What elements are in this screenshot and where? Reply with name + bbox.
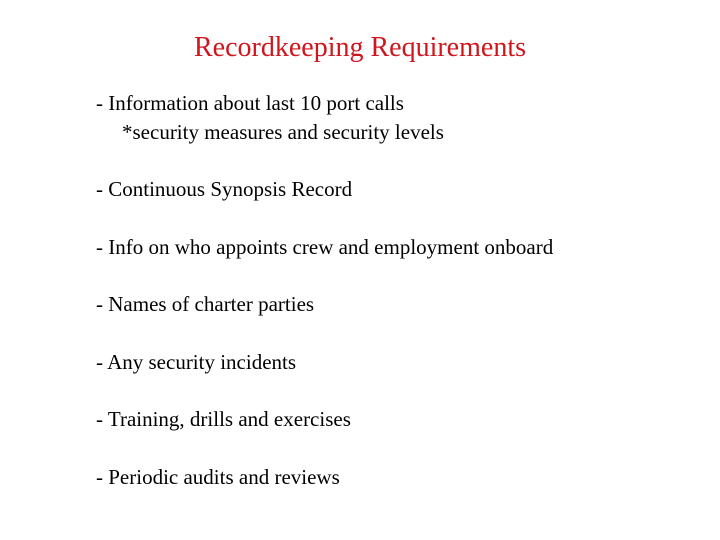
bullet-item: - Information about last 10 port calls [96,91,404,115]
bullet-item: - Training, drills and exercises [96,407,351,431]
bullet-item: - Periodic audits and reviews [96,465,340,489]
bullet-item: - Names of charter parties [96,292,315,316]
slide-title: Recordkeeping Requirements [193,32,526,63]
bullet-item: - Continuous Synopsis Record [96,177,353,201]
bullet-item: - Info on who appoints crew and employment onboard [96,235,554,259]
bullet-item: - Any security incidents [96,350,297,374]
sub-bullet-item: *security measures and security levels [122,120,444,144]
